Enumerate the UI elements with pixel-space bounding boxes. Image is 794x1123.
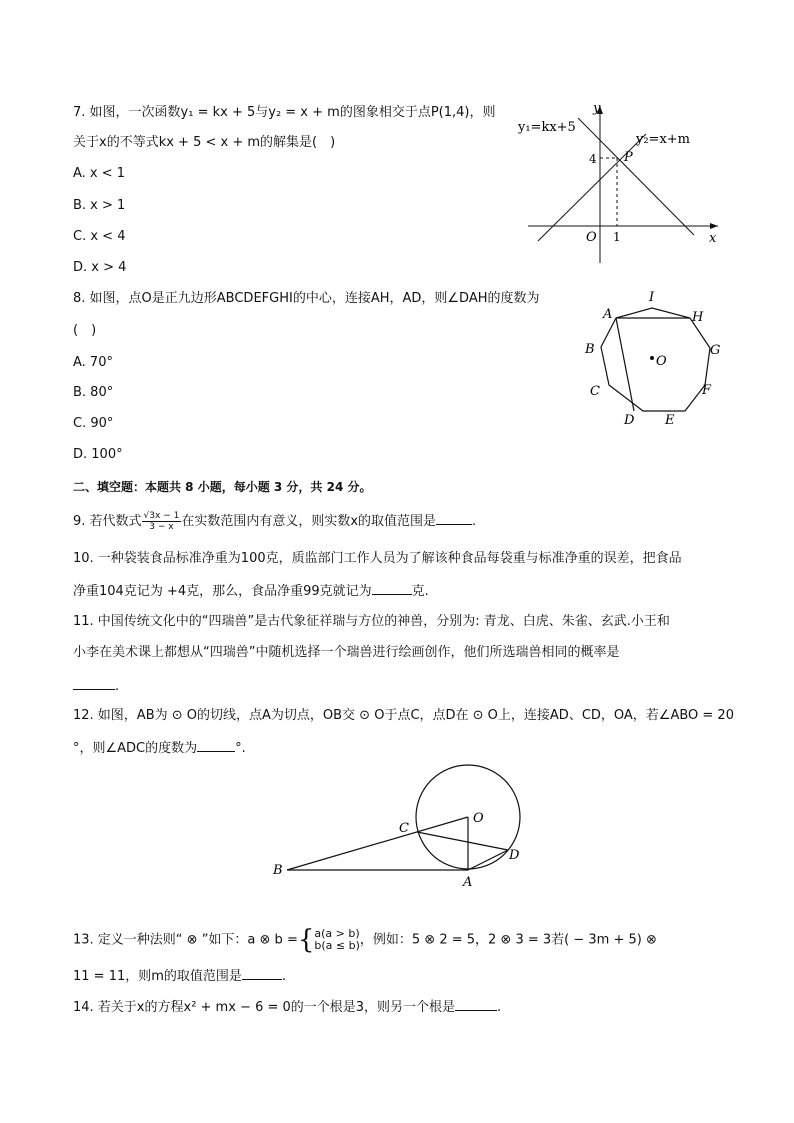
- q8-vertex-g: G: [710, 343, 721, 358]
- q7-stem-line1: 7. 如图，一次函数y₁ = kx + 5与y₂ = x + m的图象相交于点P(1,4)，则: [73, 105, 496, 120]
- q13-piecewise: [314, 928, 360, 952]
- q9-answer-blank[interactable]: [436, 510, 472, 525]
- q12-line2-pre: °，则∠ADC的度数为: [73, 741, 198, 756]
- q8-vertex-c: C: [590, 384, 600, 399]
- q9-fraction-numerator: √3x − 1: [143, 511, 180, 521]
- q7-option-c: C. x < 4: [73, 229, 126, 244]
- q9-stem: 9. 若代数式 $\frac{√3x - 1}{3 - x}$ 在实数范围内有意义，则实数x的取值范围是 .: [73, 511, 477, 532]
- q14-answer-blank[interactable]: [455, 996, 497, 1011]
- q7-option-d: D. x > 4: [73, 260, 127, 275]
- q7-graph: [508, 98, 728, 268]
- q8-vertex-f: F: [702, 383, 712, 398]
- q12-point-a: A: [463, 875, 473, 890]
- q12-stem-line1: 12. 如图，AB为 ⊙ O的切线，点A为切点，OB交 ⊙ O于点C，点D在 ⊙ O上，连接AD、CD，OA，若∠ABO = 20: [73, 708, 734, 723]
- q13-stem-line1: [73, 925, 657, 955]
- q13-line2-text: 11 = 11，则m的取值范围是: [73, 969, 242, 984]
- q8-stem-line2: ( ): [73, 323, 97, 338]
- q7-tick-x-1: 1: [613, 230, 621, 244]
- q8-vertex-a: A: [603, 307, 613, 322]
- q9-fraction-denominator: 3 − x: [149, 522, 174, 532]
- q13-case-1: a(a > b): [314, 927, 360, 940]
- q12-point-b: B: [273, 863, 283, 878]
- q10-line2-pre: 净重104克记为 +4克，那么，食品净重99克就记为: [73, 584, 372, 599]
- q8-vertex-d: D: [624, 413, 635, 428]
- q9-pre: 9. 若代数式: [73, 514, 142, 529]
- q7-x-axis-label: x: [709, 231, 717, 246]
- q7-y1-label: y₁=kx+5: [518, 120, 576, 135]
- q8-option-c: C. 90°: [73, 416, 114, 431]
- q7-tick-y-4: 4: [589, 152, 597, 166]
- q8-option-d: D. 100°: [73, 447, 123, 462]
- q12-point-o: O: [473, 811, 484, 826]
- q7-y2-label: y₂=x+m: [636, 132, 690, 147]
- q11-stem-line2: 小李在美术课上都想从“四瑞兽”中随机选择一个瑞兽进行绘画创作，他们所选瑞兽相同的概率是: [73, 645, 620, 660]
- q12-point-d: D: [509, 848, 520, 863]
- q11-stem-line3: .: [73, 675, 119, 697]
- q8-vertex-i: I: [649, 290, 655, 305]
- q11-stem-line1: 11. 中国传统文化中的“四瑞兽”是古代象征祥瑞与方位的神兽，分别为: 青龙、白虎、朱雀、玄武.小王和: [73, 614, 670, 629]
- q13-post: ，例如：5 ⊗ 2 = 5，2 ⊗ 3 = 3若( − 3m + 5) ⊗: [359, 932, 657, 948]
- q8-center-o: O: [656, 354, 667, 369]
- q8-vertex-e: E: [665, 413, 675, 428]
- q11-answer-blank[interactable]: [73, 675, 115, 690]
- q8-stem-line1: 8. 如图，点O是正九边形ABCDEFGHI的中心，连接AH，AD，则∠DAH的度数为: [73, 291, 540, 306]
- q10-answer-blank[interactable]: [372, 580, 412, 595]
- q7-y-axis-label: y: [593, 101, 601, 116]
- q10-stem-line2: [73, 580, 429, 602]
- section-2-heading: 二、填空题：本题共 8 小题，每小题 3 分，共 24 分。: [73, 480, 372, 494]
- q13-case-2: b(a ≤ b): [314, 939, 360, 952]
- q9-fraction: [142, 511, 182, 532]
- q7-point-p-label: P: [624, 150, 633, 165]
- q8-option-b: B. 80°: [73, 385, 114, 400]
- q7-stem-line2: 关于x的不等式kx + 5 < x + m的解集是( ): [73, 135, 336, 150]
- q7-option-a: A. x < 1: [73, 166, 126, 181]
- q13-answer-blank[interactable]: [242, 965, 282, 980]
- q12-stem-line2: [73, 737, 246, 759]
- q8-vertex-b: B: [585, 342, 595, 357]
- q12-point-c: C: [399, 821, 409, 836]
- q14-stem: 14. 若关于x的方程x² + mx − 6 = 0的一个根是3，则另一个根是 .: [73, 996, 501, 1018]
- q8-nonagon-figure: [575, 285, 735, 435]
- q13-pre: 13. 定义一种法则“ ⊗ ”如下：a ⊗ b =: [73, 932, 298, 948]
- q12-circle-figure: [265, 762, 545, 892]
- q14-text: 14. 若关于x的方程x² + mx − 6 = 0的一个根是3，则另一个根是: [73, 1000, 456, 1015]
- q13-brace: {: [297, 925, 315, 955]
- q12-line2-post: °.: [235, 741, 246, 756]
- q12-answer-blank[interactable]: [197, 737, 235, 752]
- q9-post: 在实数范围内有意义，则实数x的取值范围是: [181, 514, 437, 529]
- q13-stem-line2: 11 = 11，则m的取值范围是 .: [73, 965, 286, 987]
- q8-vertex-h: H: [692, 310, 704, 325]
- q10-line2-post: 克.: [411, 584, 429, 599]
- q7-option-b: B. x > 1: [73, 198, 126, 213]
- q8-option-a: A. 70°: [73, 355, 113, 370]
- q10-stem-line1: 10. 一种袋装食品标准净重为100克，质监部门工作人员为了解该种食品每袋重与标准净重的误差，把食品: [73, 551, 682, 566]
- q7-origin-label: O: [586, 230, 597, 245]
